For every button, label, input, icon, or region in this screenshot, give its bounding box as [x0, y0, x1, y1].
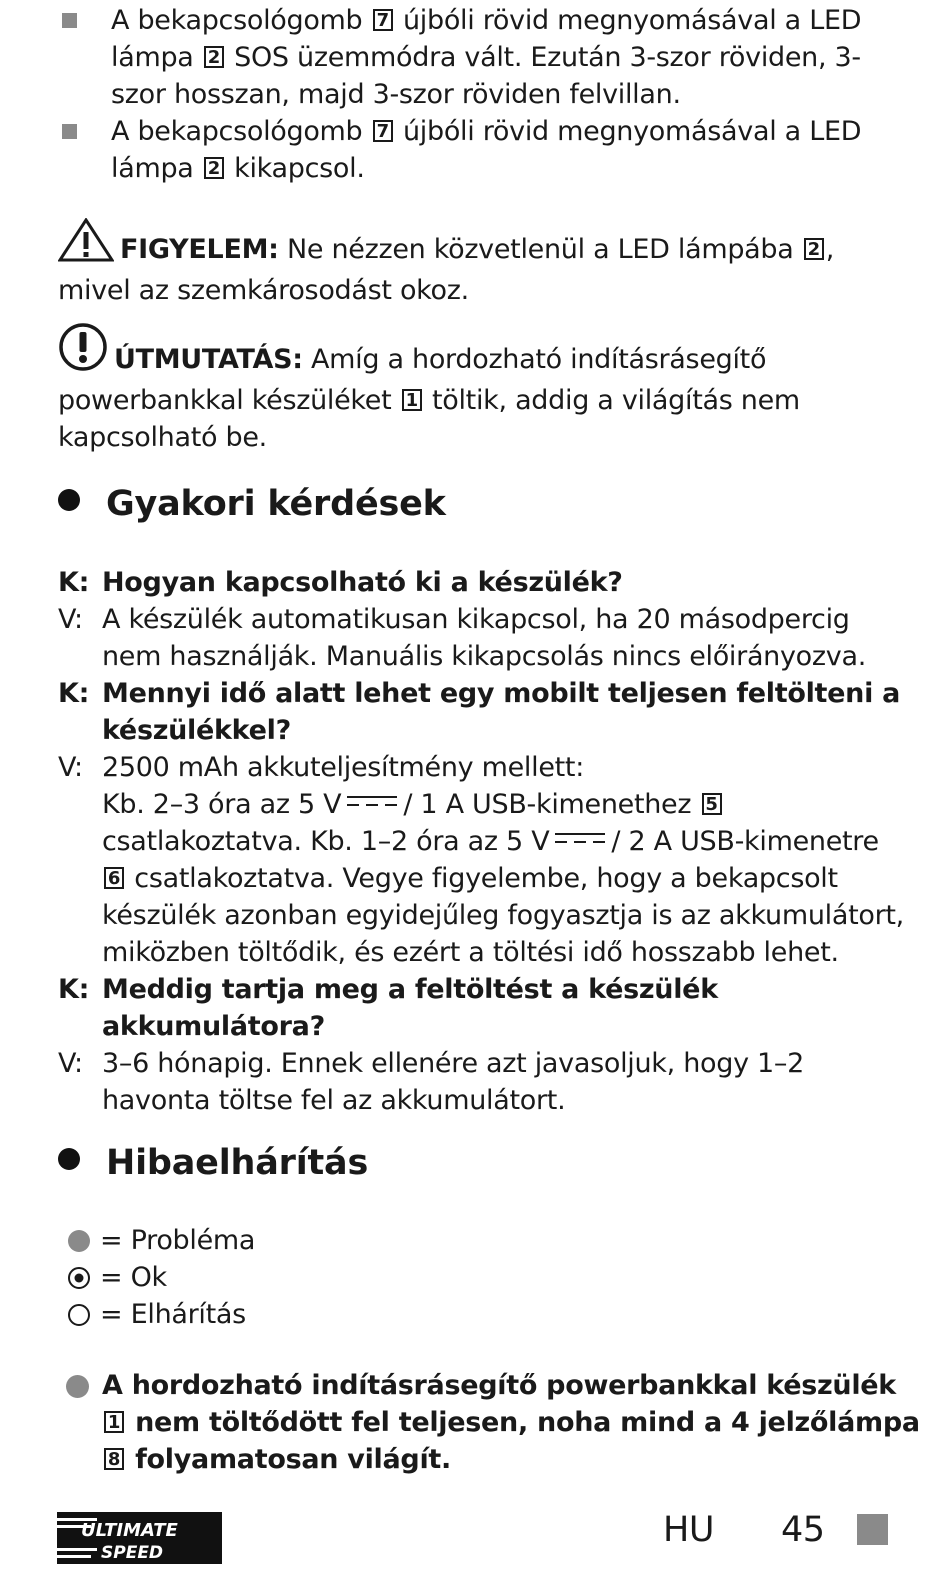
instruction-list	[58, 2, 908, 187]
ref-number: 6	[104, 867, 124, 889]
troubleshooting-heading: Hibaelhárítás	[58, 1141, 368, 1185]
round-bullet-icon	[58, 489, 80, 511]
ref-number: 1	[402, 389, 422, 411]
brand-logo	[57, 1512, 222, 1568]
ref-number: 8	[104, 1448, 124, 1470]
square-bullet-icon	[62, 13, 77, 28]
ref-number: 7	[373, 9, 393, 31]
direct-current-icon	[555, 832, 605, 844]
footer-marker	[857, 1514, 888, 1545]
faq-answer: V: 2500 mAh akkuteljesítmény mellett: Kb. 2–3 óra az 5 V / 1 A USB-kimenethez 5 csatlakoztatva. Kb. 1–2 óra az 5 V / 2 A USB-kimenetre 6 csatlakoztatva. Vegye figyelembe, hogy a bekapcsolt készülék azonban egyidejűleg fogyasztja is az akkumulátort, miközben töltődik, és ezért a töltési idő hosszabb lehet.	[58, 752, 904, 968]
legend-row: = Ok	[66, 1259, 255, 1296]
svg-text:SPEED: SPEED	[101, 1543, 164, 1563]
square-bullet-icon	[62, 124, 77, 139]
exclamation-circle-icon	[58, 322, 108, 382]
problem-marker-icon	[66, 1375, 89, 1398]
warning-note: FIGYELEM: Ne nézzen közvetlenül a LED lámpába 2 , mivel az szemkárosodást okoz.	[58, 218, 898, 309]
ref-number: 2	[204, 46, 224, 68]
ref-number: 2	[804, 238, 824, 260]
faq-heading: Gyakori kérdések	[58, 482, 446, 526]
ref-number: 2	[204, 157, 224, 179]
faq-answer: V: A készülék automatikusan kikapcsol, ha 20 másodpercig nem használják. Manuális kikapcsolás nincs előirányozva.	[58, 604, 866, 672]
list-item: A bekapcsológomb 7 újbóli rövid megnyomásával a LED lámpa 2 SOS üzemmódra vált. Ezután 3-szor röviden, 3-szor hosszan, majd 3-szor röviden felvillan.	[58, 2, 908, 113]
problem-item: A hordozható indításrásegítő powerbankkal készülék 1 nem töltődött fel teljesen, noha mind a 4 jelzőlámpa 8 folyamatosan világít.	[66, 1367, 922, 1478]
legend-row: = Probléma	[66, 1222, 255, 1259]
faq-question: K: Mennyi idő alatt lehet egy mobilt teljesen feltölteni a készülékkel?	[58, 678, 901, 746]
ref-number: 1	[104, 1411, 124, 1433]
ref-number: 5	[702, 793, 722, 815]
direct-current-icon	[347, 795, 397, 807]
symbol-legend	[66, 1222, 255, 1333]
faq-answer: V: 3–6 hónapig. Ennek ellenére azt javasoljuk, hogy 1–2 havonta töltse fel az akkumulátort.	[58, 1048, 804, 1116]
faq-list	[58, 564, 908, 1119]
faq-question: K: Meddig tartja meg a feltöltést a készülék akkumulátora?	[58, 974, 718, 1042]
filled-circle-icon	[66, 1229, 92, 1253]
warning-triangle-icon	[58, 218, 114, 272]
hint-note: ÚTMUTATÁS: Amíg a hordozható indításrásegítő powerbankkal készüléket 1 töltik, addig a világítás nem kapcsolható be.	[58, 322, 898, 456]
legend-row: = Elhárítás	[66, 1296, 255, 1333]
round-bullet-icon	[58, 1148, 80, 1170]
faq-question: K: Hogyan kapcsolható ki a készülék?	[58, 567, 623, 598]
language-code: HU	[663, 1510, 714, 1550]
list-item: A bekapcsológomb 7 újbóli rövid megnyomásával a LED lámpa 2 kikapcsol.	[58, 113, 908, 187]
page-number: 45	[781, 1510, 825, 1550]
ref-number: 7	[373, 120, 393, 142]
dotted-circle-icon	[66, 1266, 92, 1290]
svg-text:ULTIMATE: ULTIMATE	[81, 1520, 178, 1541]
empty-circle-icon	[66, 1303, 92, 1327]
